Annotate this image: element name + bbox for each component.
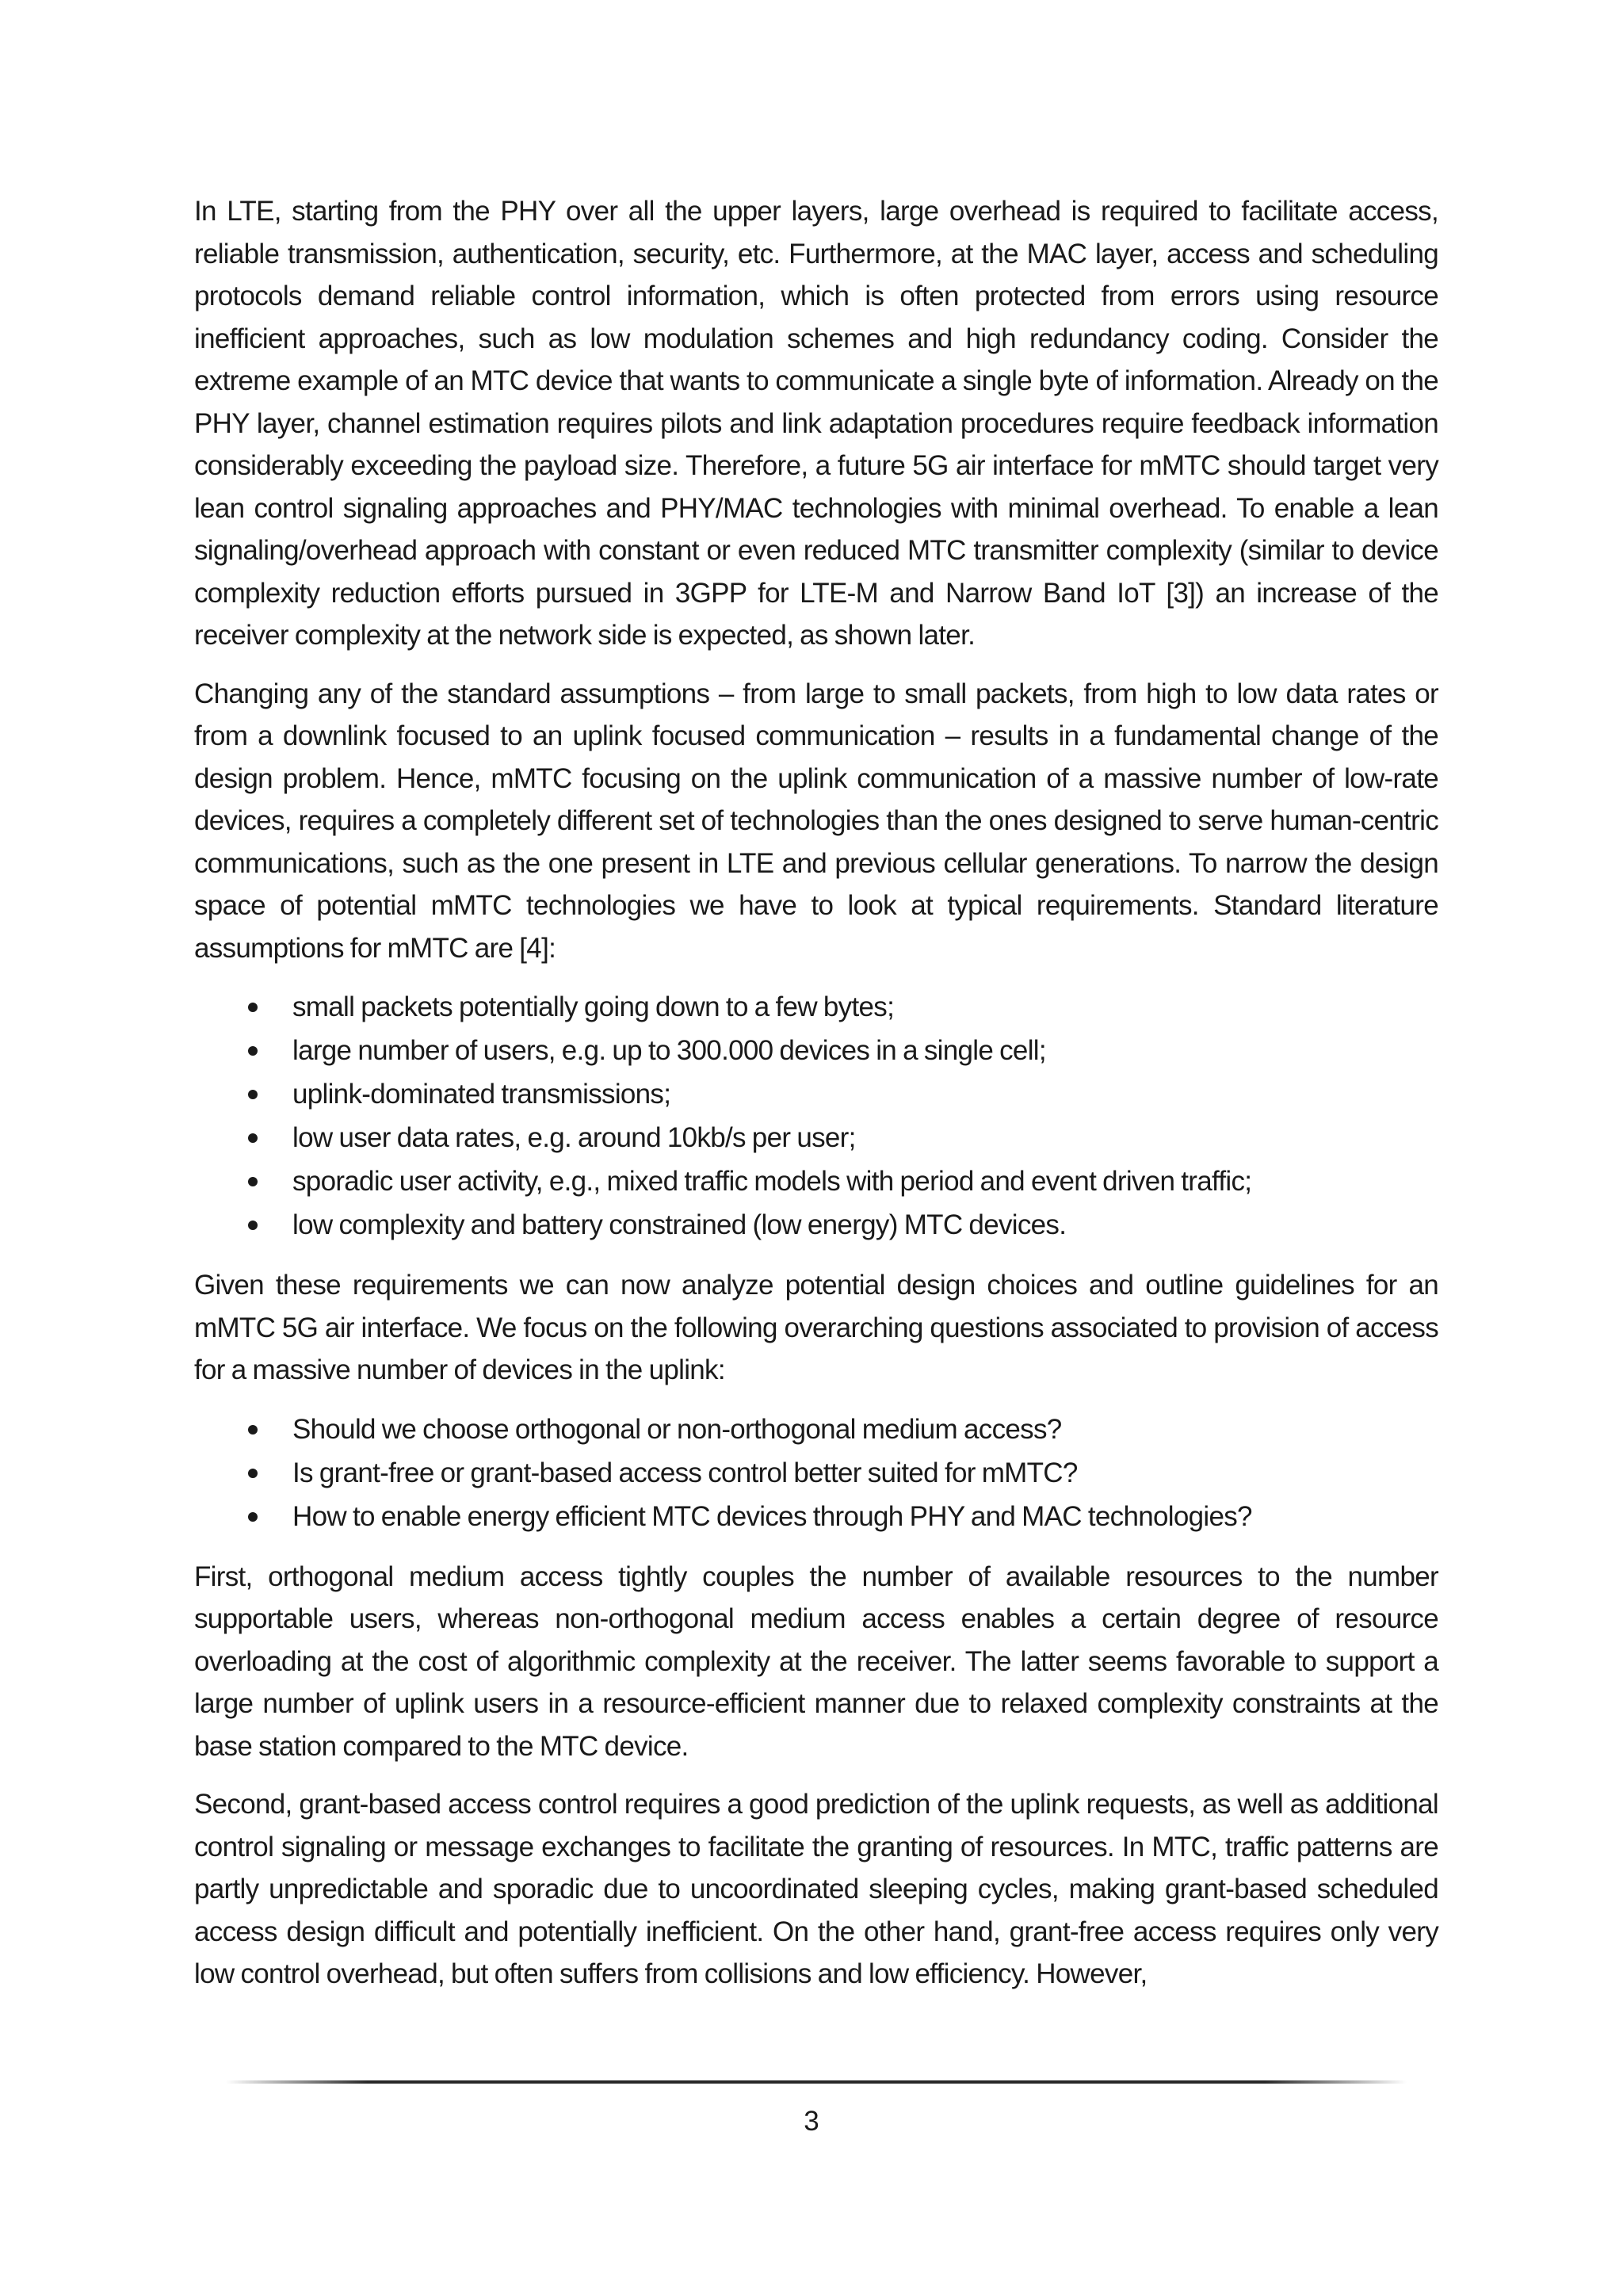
paragraph-orthogonal-access: First, orthogonal medium access tightly couples the number of available resources to the number supportable users, whereas non-orthogonal medium access enables a certain degree of resource overloading at the cost of algorithmic complexity at the receiver. The latter seems favorable to support a large number of uplink users in a resource-efficient manner due to relaxed complexity constraints at the base station compared to the MTC device. <box>194 1561 1438 1762</box>
list-item-text: How to enable energy efficient MTC devices through PHY and MAC technologies? <box>292 1500 1252 1532</box>
list-item-text: low complexity and battery constrained (low energy) MTC devices. <box>292 1209 1067 1240</box>
list-item <box>194 1495 1438 1538</box>
paragraph-design-choices: Given these requirements we can now analyze potential design choices and outline guidelines for an mMTC 5G air interface. We focus on the following overarching questions associated to provision of access for a massive number of devices in the uplink: <box>194 1270 1438 1385</box>
page-body <box>194 190 1438 2011</box>
list-item-text: large number of users, e.g. up to 300.000 devices in a single cell; <box>292 1035 1046 1066</box>
requirements-list <box>194 985 1438 1247</box>
bullet-icon <box>248 1133 258 1143</box>
paragraph-standard-assumptions: Changing any of the standard assumptions – from large to small packets, from high to low data rates or from a downlink focused to an uplink focused communication – results in a fundamental change of the design problem. Hence, mMTC focusing on the uplink communication of a massive number of low-rate devices, requires a completely different set of technologies than the ones designed to serve human-centric communications, such as the one present in LTE and previous cellular generations. To narrow the design space of potential mMTC technologies we have to look at typical requirements. Standard literature assumptions for mMTC are [4]: <box>194 678 1438 964</box>
list-item <box>194 1159 1438 1203</box>
bullet-icon <box>248 1469 258 1478</box>
bullet-icon <box>248 1090 258 1099</box>
bullet-icon <box>248 1046 258 1056</box>
list-item-text: sporadic user activity, e.g., mixed traffic models with period and event driven traffic; <box>292 1166 1252 1197</box>
list-item-text: Is grant-free or grant-based access control better suited for mMTC? <box>292 1457 1078 1488</box>
questions-list <box>194 1408 1438 1538</box>
list-item <box>194 1203 1438 1247</box>
list-item <box>194 1029 1438 1072</box>
list-item <box>194 1072 1438 1116</box>
paragraph-grant-based-access: Second, grant-based access control requires a good prediction of the uplink requests, as well as additional control signaling or message exchanges to facilitate the granting of resources. In MTC, traffic patterns are partly unpredictable and sporadic due to uncoordinated sleeping cycles, making grant-based scheduled access design difficult and potentially inefficient. On the other hand, grant-free access requires only very low control overhead, but often suffers from collisions and low efficiency. However, <box>194 1789 1438 1989</box>
paragraph-lte-overhead: In LTE, starting from the PHY over all the upper layers, large overhead is required to facilitate access, reliable transmission, authentication, security, etc. Furthermore, at the MAC layer, access and scheduling protocols demand reliable control information, which is often protected from errors using resource inefficient approaches, such as low modulation schemes and high redundancy coding. Consider the extreme example of an MTC device that wants to communicate a single byte of information. Already on the PHY layer, channel estimation requires pilots and link adaptation procedures require feedback information considerably exceeding the payload size. Therefore, a future 5G air interface for mMTC should target very lean control signaling approaches and PHY/MAC technologies with minimal overhead. To enable a lean signaling/overhead approach with constant or even reduced MTC transmitter complexity (similar to device complexity reduction efforts pursued in 3GPP for LTE-M and Narrow Band IoT [3]) an increase of the receiver complexity at the network side is expected, as shown later. <box>194 196 1438 651</box>
bullet-icon <box>248 1221 258 1230</box>
bullet-icon <box>248 1177 258 1186</box>
footer-divider <box>226 2080 1407 2084</box>
bullet-icon <box>248 1512 258 1522</box>
list-item-text: low user data rates, e.g. around 10kb/s per user; <box>292 1122 856 1153</box>
list-item <box>194 1451 1438 1495</box>
bullet-icon <box>248 1425 258 1435</box>
list-item-text: uplink-dominated transmissions; <box>292 1079 671 1110</box>
list-item-text: Should we choose orthogonal or non-orthogonal medium access? <box>292 1413 1062 1445</box>
list-item <box>194 985 1438 1029</box>
list-item <box>194 1116 1438 1159</box>
list-item <box>194 1408 1438 1451</box>
bullet-icon <box>248 1003 258 1012</box>
list-item-text: small packets potentially going down to a few bytes; <box>292 991 895 1022</box>
page-number: 3 <box>804 2106 819 2137</box>
